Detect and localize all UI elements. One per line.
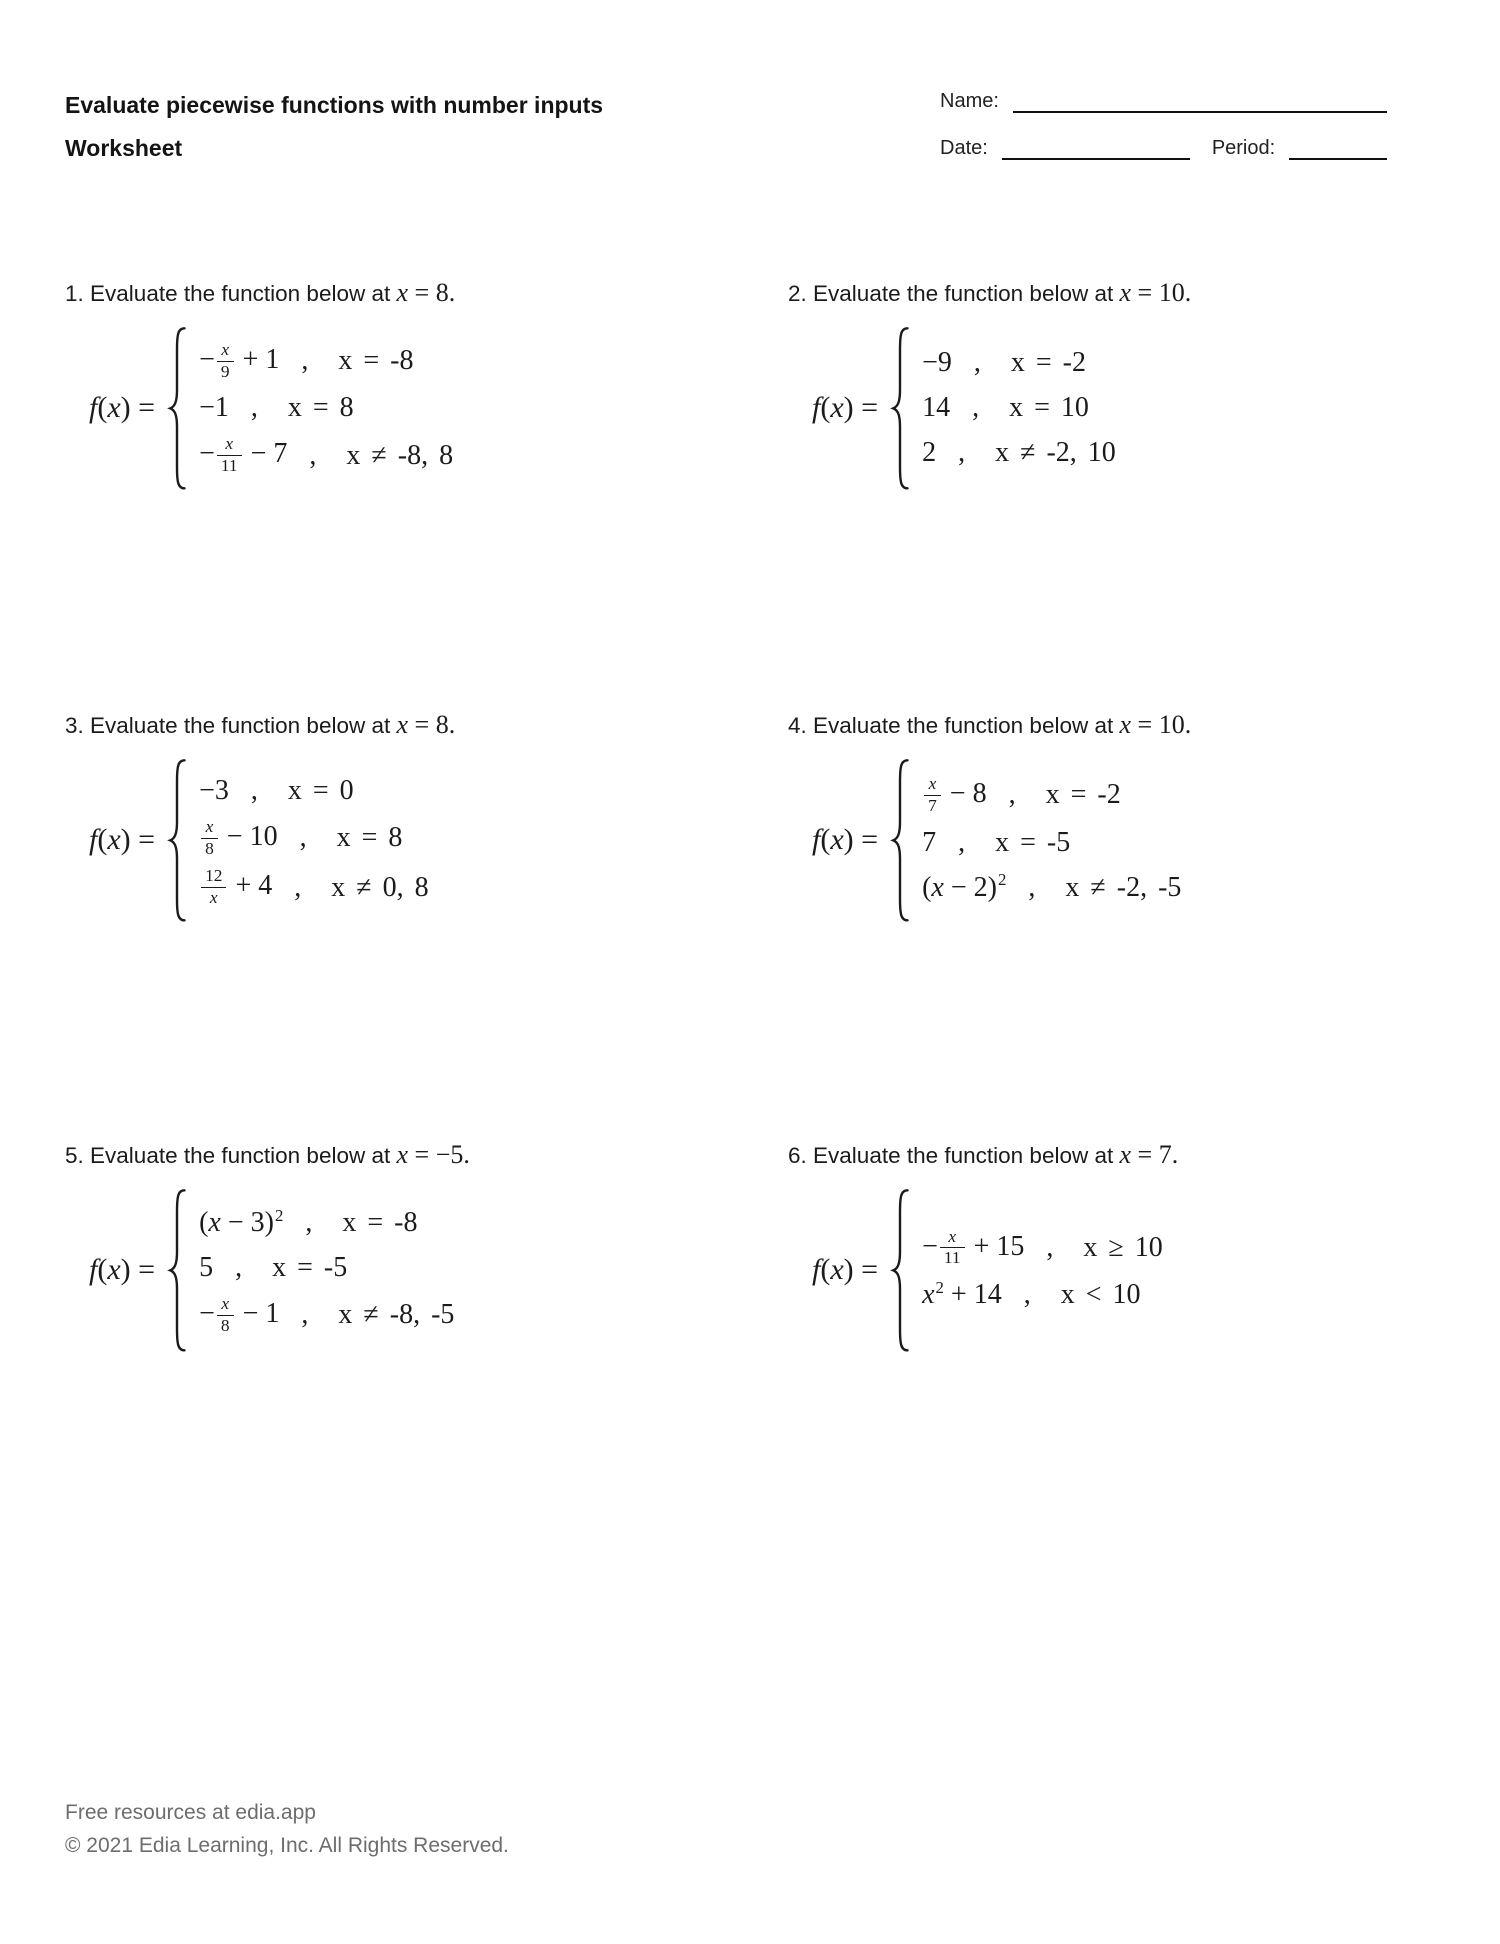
piece-condition: x = -5 [272,1252,348,1284]
date-label: Date: [940,137,988,159]
name-blank-line [1013,97,1387,113]
name-row [940,90,1387,113]
fx-label: f(x) = [89,1253,156,1287]
piece-row [199,867,429,907]
problem-2 [788,278,1488,492]
piece-separator: , [250,774,258,806]
piecewise-brace-icon [890,1187,910,1354]
worksheet-title-line2: Worksheet [65,135,183,161]
problem-statement [788,710,1488,741]
worksheet-title-line1: Evaluate piecewise functions with number inputs [65,92,604,118]
worksheet-title [65,84,603,170]
piece-row [922,775,1181,815]
problem-5 [65,1140,765,1354]
problem-statement [788,278,1488,309]
piece-expression: $\frac{x}{7}$ − 8 [922,775,986,815]
piece-condition: x ≠ 0, 8 [331,871,429,903]
piece-list [187,1201,454,1339]
piece-condition: x ≠ -8, -5 [338,1299,455,1331]
fx-label: f(x) = [812,391,879,425]
problem-statement [788,1140,1488,1171]
piece-expression: −3 [199,774,229,806]
piece-list [910,771,1181,909]
piece-condition: x = 8 [287,392,354,424]
piecewise-function [89,757,765,924]
piece-separator: , [973,347,981,379]
piece-separator: , [235,1252,243,1284]
piece-expression: −1 [199,392,229,424]
problem-prompt: Evaluate the function below at [90,713,391,738]
page-footer [65,1796,509,1862]
piece-expression: 14 [922,392,951,424]
fx-label: f(x) = [89,391,156,425]
piece-separator: , [301,1299,309,1331]
problem-at-value: x = 8. [396,710,456,739]
problem-number: 6. [788,1143,807,1168]
piece-condition: x < 10 [1060,1279,1141,1311]
problem-statement [65,1140,765,1171]
problem-prompt: Evaluate the function below at [90,1143,391,1168]
piece-row [199,773,429,809]
date-period-row [940,137,1387,160]
piece-expression: $(x - 3)^2$ [199,1206,284,1239]
piece-row [922,345,1116,381]
problem-number: 1. [65,281,84,306]
piece-list [187,337,453,480]
piecewise-function [812,757,1488,924]
problem-6 [788,1140,1488,1354]
piece-condition: x = -2 [1010,347,1087,379]
problem-statement [65,710,765,741]
problem-at-value: x = 10. [1119,710,1192,739]
piece-expression: $\frac{x}{8}$ − 10 [199,818,277,858]
piece-expression: $(x - 2)^2$ [922,870,1007,903]
fx-label: f(x) = [89,823,156,857]
piece-condition: x = -8 [338,345,414,377]
period-blank-line [1289,144,1387,160]
piece-expression: − $\frac{x}{11}$ + 15 [922,1226,1025,1268]
date-blank-line [1002,144,1190,160]
piecewise-brace-icon [167,757,187,924]
piecewise-function [89,325,765,492]
piece-condition: x = -2 [1045,779,1121,811]
piece-expression: $\frac{12}{x}$ + 4 [199,867,272,907]
problem-1 [65,278,765,492]
piece-condition: x = 10 [1009,392,1089,424]
student-info-block [940,90,1387,160]
piece-condition: x ≠ -2, -5 [1065,871,1182,903]
fx-label: f(x) = [812,1253,879,1287]
piece-separator: , [250,392,258,424]
piece-expression: 5 [199,1252,214,1284]
piece-row [199,1250,454,1286]
problem-at-value: x = 7. [1119,1140,1179,1169]
piece-condition: x = 8 [336,822,403,854]
piece-row [922,825,1181,861]
piece-separator: , [972,392,980,424]
piece-list [910,1224,1163,1317]
problem-prompt: Evaluate the function below at [90,281,391,306]
problem-4 [788,710,1488,924]
piecewise-brace-icon [890,757,910,924]
fx-label: f(x) = [812,823,879,857]
problem-at-value: x = −5. [396,1140,470,1169]
problem-prompt: Evaluate the function below at [813,713,1114,738]
piece-separator: , [958,826,966,858]
piece-row [199,818,429,858]
piece-row [922,1277,1163,1313]
piece-separator: , [309,439,317,471]
piece-list [187,769,429,912]
piecewise-brace-icon [167,325,187,492]
piece-condition: x = -8 [342,1207,418,1239]
piecewise-function [89,1187,765,1354]
piece-expression: − $\frac{x}{9}$ + 1 [199,339,280,381]
problem-prompt: Evaluate the function below at [813,1143,1114,1168]
piece-separator: , [301,345,309,377]
piece-separator: , [305,1207,313,1239]
problem-at-value: x = 8. [396,278,456,307]
footer-resources-text: Free resources at edia.app [65,1801,316,1824]
piece-row [922,870,1181,906]
piece-condition: x = -5 [995,826,1071,858]
problem-prompt: Evaluate the function below at [813,281,1114,306]
piece-expression: 7 [922,826,937,858]
problem-at-value: x = 10. [1119,278,1192,307]
piece-separator: , [299,822,307,854]
piecewise-brace-icon [890,325,910,492]
name-label: Name: [940,90,999,112]
piece-row [199,341,453,381]
problem-number: 2. [788,281,807,306]
problem-number: 4. [788,713,807,738]
piece-condition: x ≠ -2, 10 [995,437,1116,469]
piece-separator: , [1028,871,1036,903]
piece-condition: x ≠ -8, 8 [346,439,454,471]
piece-row [199,435,453,475]
footer-copyright-text: © 2021 Edia Learning, Inc. All Rights Reserved. [65,1834,509,1857]
problem-number: 5. [65,1143,84,1168]
piece-row [922,1228,1163,1268]
piece-condition: x = 0 [287,774,354,806]
piece-separator: , [1023,1279,1031,1311]
piece-row [199,1205,454,1241]
piece-separator: , [294,871,302,903]
problem-number: 3. [65,713,84,738]
piece-condition: x ≥ 10 [1083,1231,1163,1263]
piece-row [199,390,453,426]
piecewise-brace-icon [167,1187,187,1354]
piece-expression: $x^2 + 14$ [922,1277,1002,1311]
piece-expression: −9 [922,347,952,379]
piecewise-function [812,1187,1488,1354]
piecewise-function [812,325,1488,492]
piece-separator: , [1008,779,1016,811]
piece-expression: 2 [922,437,937,469]
problem-3 [65,710,765,924]
piece-row [922,390,1116,426]
piece-separator: , [958,437,966,469]
piece-separator: , [1046,1231,1054,1263]
piece-expression: − $\frac{x}{8}$ − 1 [199,1294,280,1335]
piece-expression: − $\frac{x}{11}$ − 7 [199,434,288,476]
period-label: Period: [1211,137,1276,159]
piece-row [199,1295,454,1335]
problem-statement [65,278,765,309]
piece-row [922,435,1116,471]
piece-list [910,341,1116,475]
